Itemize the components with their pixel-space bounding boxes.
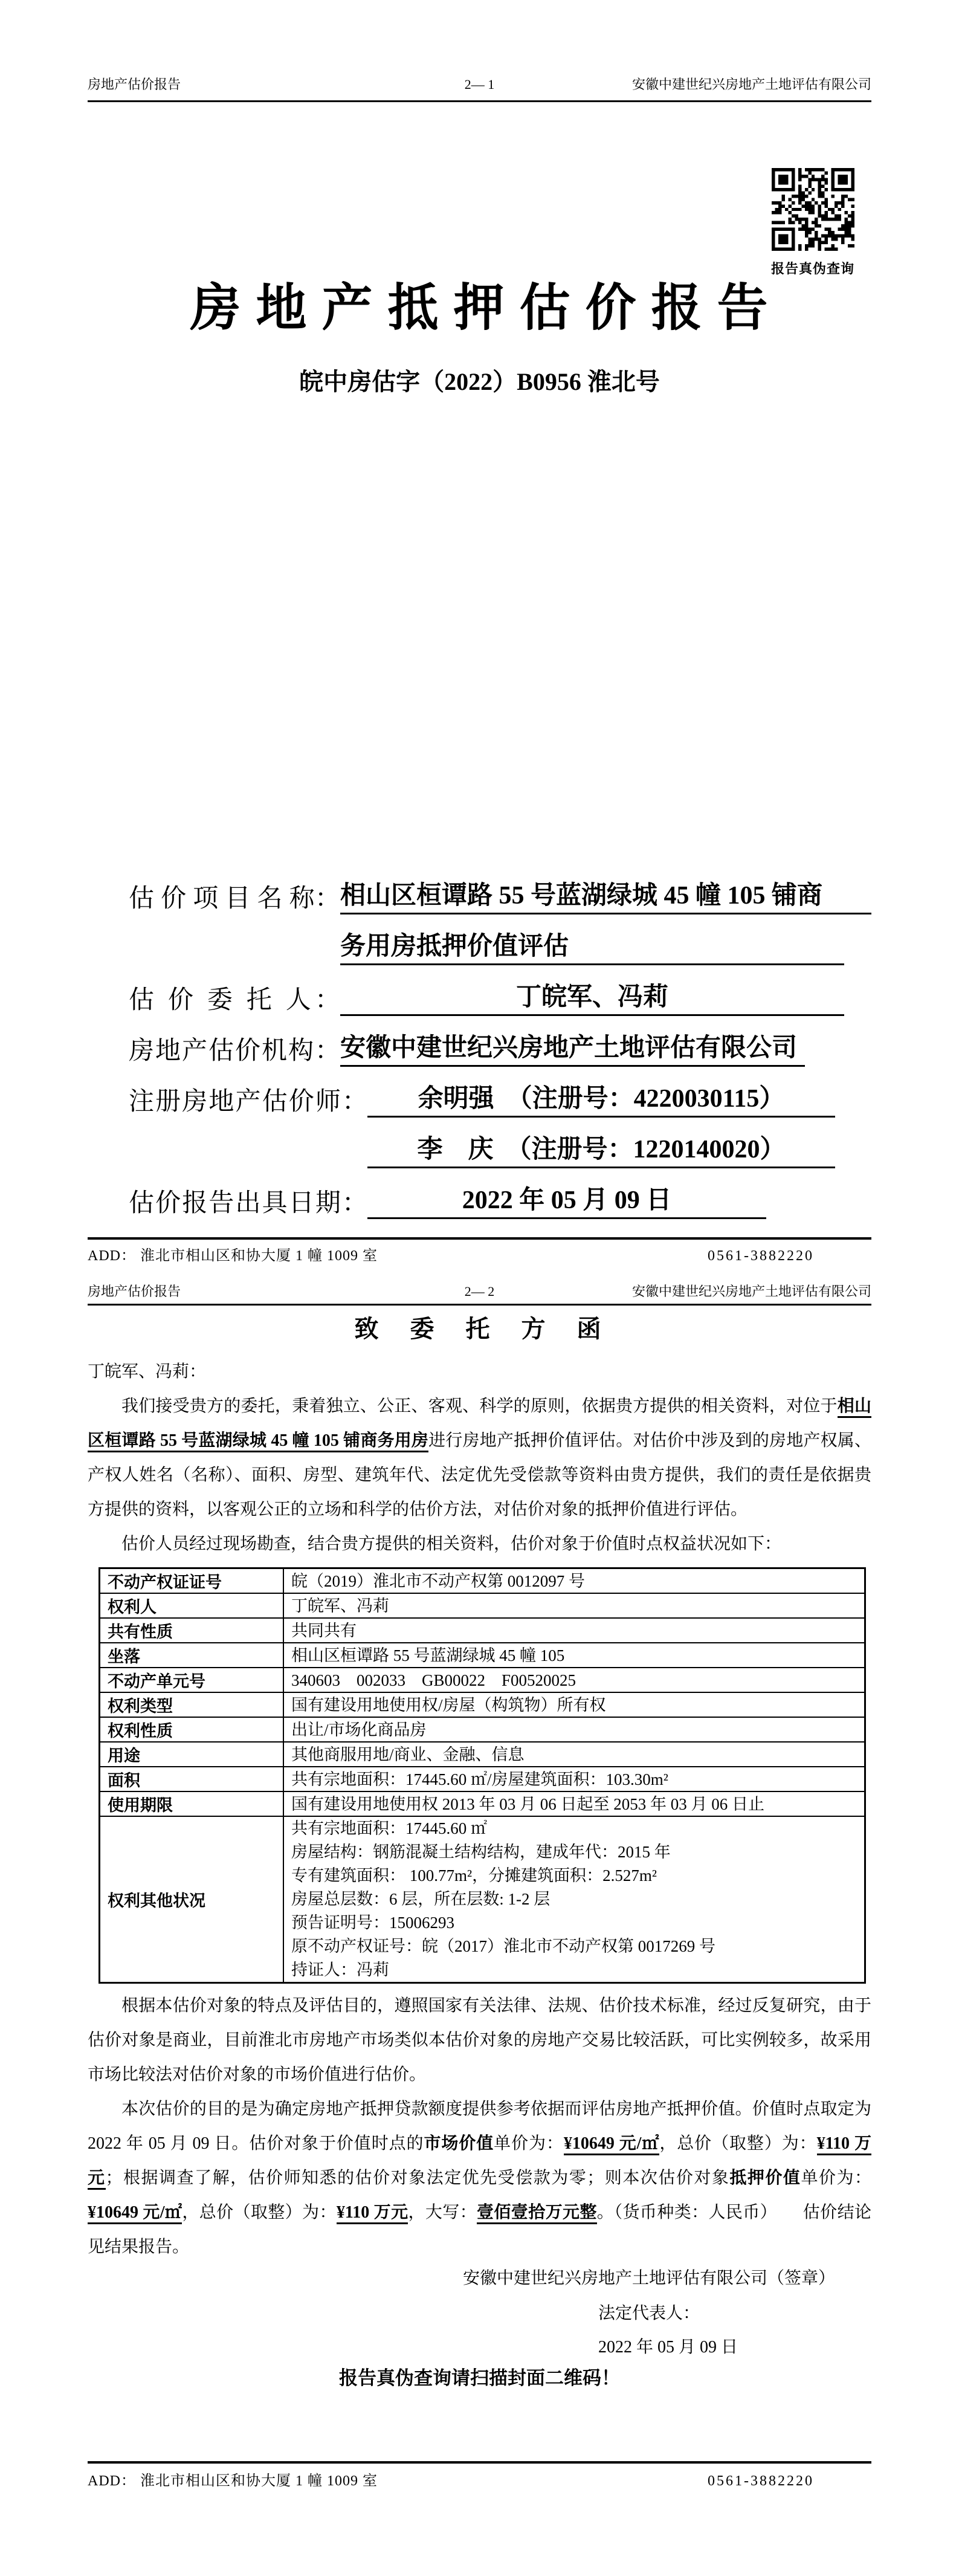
row-label: 权利其他状况 (100, 1816, 284, 1983)
table-row (100, 1767, 865, 1791)
table-row (100, 1692, 865, 1717)
page1-footer (88, 1247, 871, 1265)
letter-title: 致 委 托 方 函 (354, 1315, 605, 1343)
total-price-value: ¥110 万元 (88, 2134, 871, 2190)
status-line: 房屋结构：钢筋混凝土结构结构，建成年代：2015 年 (291, 1843, 671, 1862)
paragraph-text: ，总价（取整）为： (182, 2203, 337, 2222)
mortgage-unit-price-value: ¥10649 元/㎡ (88, 2203, 182, 2224)
row-label: 面积 (100, 1767, 284, 1791)
table-row (100, 1643, 865, 1668)
status-line: 持证人：冯莉 (291, 1961, 389, 1979)
field-value: 务用房抵押价值评估 (340, 931, 844, 965)
field-label: 估 价 委 托 人： (129, 986, 340, 1015)
table-row (100, 1618, 865, 1643)
status-line: 原不动产权证号：皖（2017）淮北市不动产权第 0017269 号 (291, 1937, 715, 1956)
table-row (100, 1742, 865, 1767)
field-appraiser-1 (129, 1083, 871, 1118)
field-value: 安徽中建世纪兴房地产土地评估有限公司 (340, 1032, 805, 1067)
field-client (129, 981, 871, 1016)
table-row (100, 1717, 865, 1742)
header-page-number: 2— 2 (464, 1284, 495, 1299)
row-label: 用途 (100, 1742, 284, 1767)
row-label: 权利类型 (100, 1692, 284, 1717)
field-value: 丁皖军、冯莉 (340, 982, 844, 1016)
cover-fields (88, 879, 871, 1219)
signature-date: 2022 年 05 月 09 日 (598, 2338, 738, 2357)
field-project-name (129, 879, 871, 914)
footer-address: ADD： 淮北市相山区和协大厦 1 幢 1009 室 (88, 1248, 378, 1264)
paragraph-text: ；根据调查了解，估价师知悉的估价对象法定优先受偿款为零；则本次估价对象 (105, 2169, 730, 2188)
mortgage-total-price-value: ¥110 万元 (337, 2203, 408, 2224)
row-label: 权利性质 (100, 1717, 284, 1742)
row-label: 权利人 (100, 1593, 284, 1618)
qr-scan-note: 报告真伪查询请扫描封面二维码！ (339, 2367, 620, 2389)
footer-address: ADD： 淮北市相山区和协大厦 1 幢 1009 室 (88, 2473, 378, 2489)
field-value: 李 庆 （注册号：1220140020） (367, 1134, 835, 1168)
footer-phone: 0561-3882220 (708, 1248, 814, 1264)
letter-salutation: 丁皖军、冯莉： (88, 1362, 207, 1382)
amount-in-words: 壹佰壹拾万元整 (477, 2203, 597, 2224)
field-value: 余明强 （注册号：4220030115） (367, 1083, 835, 1118)
row-value: 丁皖军、冯莉 (283, 1593, 865, 1618)
paragraph-text: 单价为： (801, 2169, 871, 2188)
paragraph-text: 我们接受贵方的委托，秉着独立、公正、客观、科学的原则，依据贵方提供的相关资料，对位于 (121, 1397, 838, 1416)
paragraph-text: 进行房地产抵押价值评估。对估价中涉及到的房地产权属、产权人姓名（名称）、面积、房型、建筑年代、法定优先受偿款等资料由贵方提供，我们的责任是依据贵方提供的资料，以客观公正的立场和科学的估价方法，对估价对象的抵押价值进行评估。 (88, 1431, 871, 1519)
status-line: 共有宗地面积：17445.60 ㎡ (291, 1819, 487, 1838)
status-line: 专有建筑面积： 100.77m²，分摊建筑面积：2.527m² (291, 1866, 657, 1885)
property-name-highlight: 相山区桓谭路 55 号蓝湖绿城 45 幢 105 铺商务用房 (88, 1397, 871, 1452)
row-label: 不动产单元号 (100, 1668, 284, 1692)
letter-paragraph-3: 根据本估价对象的特点及评估目的，遵照国家有关法律、法规、估价技术标准，经过反复研究，由于估价对象是商业，目前淮北市房地产市场类似本估价对象的房地产交易比较活跃，可比实例较多，故采用市场比较法对估价对象的市场价值进行估价。 (88, 1996, 871, 2085)
signature-legal-rep: 法定代表人： (598, 2304, 700, 2323)
page1-header (88, 0, 871, 93)
header-company-name: 安徽中建世纪兴房地产土地评估有限公司 (631, 1284, 871, 1299)
letter-paragraph-2: 估价人员经过现场勘查，结合贵方提供的相关资料，估价对象于价值时点权益状况如下： (121, 1535, 782, 1554)
field-label: 估 价 项 目 名 称： (129, 885, 340, 913)
qr-code (772, 168, 854, 251)
row-value: 出让/市场化商品房 (283, 1717, 865, 1742)
row-value: 国有建设用地使用权/房屋（构筑物）所有权 (283, 1692, 865, 1717)
status-line: 房屋总层数：6 层，所在层数: 1-2 层 (291, 1890, 551, 1909)
row-value: 共有宗地面积：17445.60 ㎡/房屋建筑面积：103.30m² (283, 1767, 865, 1791)
field-issue-date (129, 1184, 871, 1219)
paragraph-text: 。（货币种类：人民币） 估价结论见结果报告。 (88, 2203, 871, 2257)
field-value: 2022 年 05 月 09 日 (367, 1185, 766, 1219)
field-label: 注册房地产估价师： (129, 1088, 367, 1116)
field-label: 估价报告出具日期： (129, 1189, 367, 1218)
field-value: 相山区桓谭路 55 号蓝湖绿城 45 幢 105 铺商 (340, 880, 871, 914)
row-value: 皖（2019）淮北市不动产权第 0012097 号 (283, 1568, 865, 1594)
row-label: 使用期限 (100, 1791, 284, 1816)
paragraph-text: 本次估价的目的是为确定房地产抵押贷款额度提供参考依据而评估房地产抵押价值。价值时点取定为 2022 年 05 月 09 日。估价对象于价值时点的 (88, 2100, 871, 2154)
header-doc-type: 房地产估价报告 (88, 77, 181, 92)
market-value-term: 市场价值 (424, 2134, 494, 2154)
paragraph-text: ，大写： (408, 2203, 477, 2222)
row-label: 共有性质 (100, 1618, 284, 1643)
row-value: 国有建设用地使用权 2013 年 03 月 06 日起至 2053 年 03 月 06 日止 (283, 1791, 865, 1816)
qr-caption: 报告真伪查询 (770, 261, 854, 276)
header-rule (88, 1304, 871, 1306)
page2-header (88, 1283, 871, 1300)
row-value: 340603 002033 GB00022 F00520025 (283, 1668, 865, 1692)
mortgage-value-term: 抵押价值 (729, 2169, 801, 2188)
page2-footer (88, 2461, 871, 2490)
field-appraiser-2 (129, 1133, 871, 1168)
paragraph-text: ，总价（取整）为： (659, 2134, 817, 2154)
page1-footer-rule (88, 1237, 871, 1240)
table-row-other-status (100, 1816, 865, 1983)
header-page-number: 2— 1 (464, 77, 495, 92)
field-label: 房地产估价机构： (129, 1037, 340, 1066)
table-row (100, 1668, 865, 1692)
field-project-name-line2 (129, 930, 871, 965)
row-value: 相山区桓谭路 55 号蓝湖绿城 45 幢 105 (283, 1643, 865, 1668)
signature-company: 安徽中建世纪兴房地产土地评估有限公司（签章） (462, 2269, 835, 2288)
letter-paragraph-4 (88, 2092, 871, 2264)
property-rights-table (98, 1567, 866, 1984)
page2-footer-rule (88, 2461, 871, 2464)
table-row (100, 1568, 865, 1594)
paragraph-text: 单价为： (494, 2134, 564, 2154)
header-rule (88, 100, 871, 102)
header-doc-type: 房地产估价报告 (88, 1284, 181, 1299)
report-title: 房 地 产 抵 押 估 价 报 告 (190, 280, 769, 337)
row-label: 不动产权证证号 (100, 1568, 284, 1594)
row-label: 坐落 (100, 1643, 284, 1668)
unit-price-value: ¥10649 元/㎡ (564, 2134, 659, 2155)
row-value: 共同共有 (283, 1618, 865, 1643)
row-value (283, 1816, 865, 1983)
header-company-name: 安徽中建世纪兴房地产土地评估有限公司 (631, 77, 871, 92)
row-value: 其他商服用地/商业、金融、信息 (283, 1742, 865, 1767)
table-row (100, 1791, 865, 1816)
field-agency (129, 1032, 871, 1067)
letter-paragraph-1 (88, 1389, 871, 1527)
table-row (100, 1593, 865, 1618)
footer-phone: 0561-3882220 (708, 2473, 814, 2489)
report-number: 皖中房估字（2022）B0956 淮北号 (299, 368, 660, 396)
qr-verification-block (767, 168, 858, 277)
status-line: 预告证明号：15006293 (291, 1914, 454, 1932)
